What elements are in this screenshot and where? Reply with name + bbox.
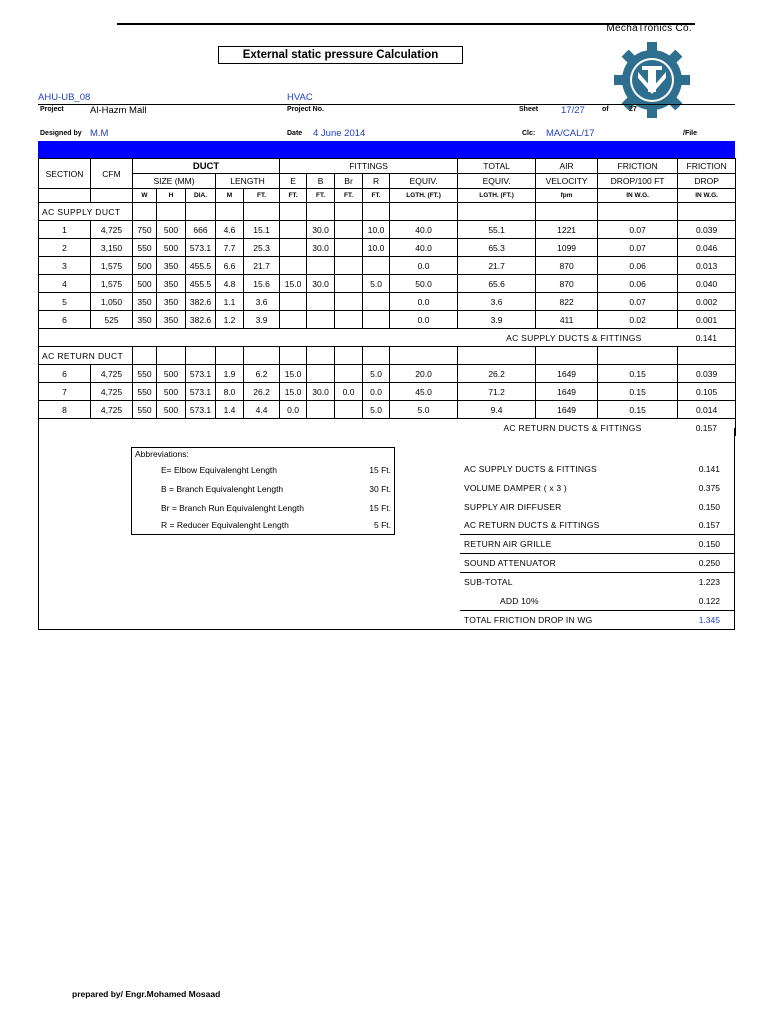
cell-tot: 71.2 bbox=[458, 383, 536, 401]
col-e: E bbox=[280, 174, 307, 189]
cell-cfm: 4,725 bbox=[91, 383, 133, 401]
summary-add-value: 0.122 bbox=[698, 596, 720, 606]
mechatronics-gear-logo bbox=[612, 40, 692, 120]
cell-drop: 0.013 bbox=[678, 257, 736, 275]
cell-sec: 3 bbox=[39, 257, 91, 275]
cell-fr: 0.15 bbox=[598, 383, 678, 401]
summary-rule bbox=[460, 534, 735, 535]
supply-total-value: 0.141 bbox=[678, 329, 736, 347]
cell-vel: 1649 bbox=[536, 401, 598, 419]
cell-r: 10.0 bbox=[363, 221, 390, 239]
company-name: MechaTronics Co. bbox=[606, 23, 692, 34]
cell-sec: 5 bbox=[39, 293, 91, 311]
cell-tot: 65.3 bbox=[458, 239, 536, 257]
return-total-label: AC RETURN DUCTS & FITTINGS bbox=[39, 419, 678, 437]
cell-b bbox=[307, 257, 335, 275]
cell-tot: 3.6 bbox=[458, 293, 536, 311]
supply-total-row bbox=[39, 329, 736, 347]
col-size: SIZE (MM) bbox=[133, 174, 216, 189]
cell-fr: 0.06 bbox=[598, 275, 678, 293]
unit-w: W bbox=[133, 189, 157, 203]
project-no-label: Project No. bbox=[287, 106, 324, 113]
cell-m: 1.9 bbox=[216, 365, 244, 383]
cell-ft: 3.6 bbox=[244, 293, 280, 311]
cell-ft: 3.9 bbox=[244, 311, 280, 329]
cell-r: 5.0 bbox=[363, 365, 390, 383]
col-equiv: EQUIV. bbox=[390, 174, 458, 189]
cell-vel: 870 bbox=[536, 275, 598, 293]
cell-fr: 0.15 bbox=[598, 365, 678, 383]
cell-drop: 0.002 bbox=[678, 293, 736, 311]
section-heading-row bbox=[39, 203, 736, 221]
abbr-reducer: R = Reducer Equivalenght Length bbox=[161, 520, 289, 530]
empty-cell bbox=[157, 203, 186, 221]
table-row bbox=[39, 401, 736, 419]
cell-fr: 0.02 bbox=[598, 311, 678, 329]
summary-rule bbox=[460, 610, 735, 611]
cell-m: 1.2 bbox=[216, 311, 244, 329]
cell-vel: 870 bbox=[536, 257, 598, 275]
cell-r: 0.0 bbox=[363, 383, 390, 401]
cell-drop: 0.039 bbox=[678, 365, 736, 383]
cell-h: 500 bbox=[157, 221, 186, 239]
cell-vel: 822 bbox=[536, 293, 598, 311]
system-name: HVAC bbox=[287, 92, 313, 103]
cell-br: 0.0 bbox=[335, 383, 363, 401]
cell-dia: 573.1 bbox=[186, 383, 216, 401]
col-duct: DUCT bbox=[133, 159, 280, 174]
cell-vel: 1649 bbox=[536, 365, 598, 383]
empty-cell bbox=[390, 203, 458, 221]
cell-eq: 40.0 bbox=[390, 221, 458, 239]
summary-grille-value: 0.150 bbox=[698, 539, 720, 549]
cell-drop: 0.014 bbox=[678, 401, 736, 419]
col-air: AIR bbox=[536, 159, 598, 174]
cell-sec: 6 bbox=[39, 365, 91, 383]
cell-ft: 15.1 bbox=[244, 221, 280, 239]
table-row bbox=[39, 257, 736, 275]
unit-dia: DIA. bbox=[186, 189, 216, 203]
cell-br bbox=[335, 239, 363, 257]
empty-cell bbox=[307, 347, 335, 365]
cell-b bbox=[307, 401, 335, 419]
cell-vel: 1099 bbox=[536, 239, 598, 257]
cell-ft: 21.7 bbox=[244, 257, 280, 275]
table-row bbox=[39, 293, 736, 311]
cell-w: 350 bbox=[133, 311, 157, 329]
calc-label: Clc: bbox=[522, 130, 536, 137]
empty-cell bbox=[280, 347, 307, 365]
cell-sec: 1 bbox=[39, 221, 91, 239]
abbreviations-title: Abbreviations: bbox=[135, 449, 189, 459]
cell-m: 8.0 bbox=[216, 383, 244, 401]
cell-r: 5.0 bbox=[363, 275, 390, 293]
cell-dia: 455.5 bbox=[186, 275, 216, 293]
supply-duct-heading: AC SUPPLY DUCT bbox=[39, 203, 133, 221]
calc-number: MA/CAL/17 bbox=[546, 128, 595, 139]
unit-lgth: LGTH. (FT.) bbox=[390, 189, 458, 203]
unit-b: FT. bbox=[307, 189, 335, 203]
cell-dia: 455.5 bbox=[186, 257, 216, 275]
cell-dia: 666 bbox=[186, 221, 216, 239]
unit-br: FT. bbox=[335, 189, 363, 203]
col-velocity: VELOCITY bbox=[536, 174, 598, 189]
date-label: Date bbox=[287, 130, 303, 137]
cell-e bbox=[280, 257, 307, 275]
cell-tot: 55.1 bbox=[458, 221, 536, 239]
cell-drop: 0.046 bbox=[678, 239, 736, 257]
col-drop: DROP bbox=[678, 174, 736, 189]
summary-add-label: ADD 10% bbox=[500, 596, 539, 606]
cell-cfm: 3,150 bbox=[91, 239, 133, 257]
return-total-value: 0.157 bbox=[678, 419, 736, 437]
cell-sec: 6 bbox=[39, 311, 91, 329]
cell-tot: 9.4 bbox=[458, 401, 536, 419]
empty-cell bbox=[280, 203, 307, 221]
col-drop-per: DROP/100 FT bbox=[598, 174, 678, 189]
summary-subtotal-label: SUB-TOTAL bbox=[464, 577, 513, 587]
empty-cell bbox=[536, 203, 598, 221]
empty-cell bbox=[216, 203, 244, 221]
table-row bbox=[39, 275, 736, 293]
date-value: 4 June 2014 bbox=[313, 128, 366, 139]
empty-cell bbox=[335, 347, 363, 365]
cell-br bbox=[335, 401, 363, 419]
cell-dia: 573.1 bbox=[186, 365, 216, 383]
cell-b: 30.0 bbox=[307, 275, 335, 293]
summary-attenuator-label: SOUND ATTENUATOR bbox=[464, 558, 556, 568]
cell-fr: 0.07 bbox=[598, 293, 678, 311]
summary-subtotal-value: 1.223 bbox=[698, 577, 720, 587]
of-label: of bbox=[602, 106, 609, 113]
summary-supply-label: AC SUPPLY DUCTS & FITTINGS bbox=[464, 464, 597, 474]
cell-w: 550 bbox=[133, 239, 157, 257]
unit-ft: FT. bbox=[244, 189, 280, 203]
cell-r bbox=[363, 257, 390, 275]
unit-blank bbox=[91, 189, 133, 203]
cell-m: 6.6 bbox=[216, 257, 244, 275]
cell-h: 500 bbox=[157, 239, 186, 257]
col-r: R bbox=[363, 174, 390, 189]
cell-b: 30.0 bbox=[307, 383, 335, 401]
section-heading-row bbox=[39, 347, 736, 365]
summary-damper-label: VOLUME DAMPER ( x 3 ) bbox=[464, 483, 567, 493]
cell-e bbox=[280, 311, 307, 329]
empty-cell bbox=[307, 203, 335, 221]
cell-e: 15.0 bbox=[280, 365, 307, 383]
cell-w: 550 bbox=[133, 383, 157, 401]
cell-b: 30.0 bbox=[307, 239, 335, 257]
cell-ft: 26.2 bbox=[244, 383, 280, 401]
cell-eq: 0.0 bbox=[390, 257, 458, 275]
cell-r: 10.0 bbox=[363, 239, 390, 257]
cell-sec: 4 bbox=[39, 275, 91, 293]
cell-cfm: 1,575 bbox=[91, 275, 133, 293]
col-br: Br bbox=[335, 174, 363, 189]
cell-b: 30.0 bbox=[307, 221, 335, 239]
cell-m: 1.1 bbox=[216, 293, 244, 311]
empty-cell bbox=[536, 347, 598, 365]
unit-r: FT. bbox=[363, 189, 390, 203]
empty-cell bbox=[458, 347, 536, 365]
cell-w: 550 bbox=[133, 401, 157, 419]
col-total: TOTAL bbox=[458, 159, 536, 174]
col-total-equiv: EQUIV. bbox=[458, 174, 536, 189]
cell-dia: 573.1 bbox=[186, 239, 216, 257]
unit-lgth2: LGTH. (FT.) bbox=[458, 189, 536, 203]
summary-grille-label: RETURN AIR GRILLE bbox=[464, 539, 552, 549]
cell-eq: 45.0 bbox=[390, 383, 458, 401]
cell-b bbox=[307, 365, 335, 383]
cell-eq: 20.0 bbox=[390, 365, 458, 383]
cell-w: 500 bbox=[133, 275, 157, 293]
cell-e bbox=[280, 293, 307, 311]
col-friction2: FRICTION bbox=[678, 159, 736, 174]
cell-ft: 15.6 bbox=[244, 275, 280, 293]
table-row bbox=[39, 221, 736, 239]
cell-h: 350 bbox=[157, 311, 186, 329]
summary-diffuser-value: 0.150 bbox=[698, 502, 720, 512]
cell-h: 500 bbox=[157, 401, 186, 419]
cell-r bbox=[363, 293, 390, 311]
unit-blank bbox=[39, 189, 91, 203]
empty-cell bbox=[244, 203, 280, 221]
cell-br bbox=[335, 311, 363, 329]
col-fittings: FITTINGS bbox=[280, 159, 458, 174]
cell-cfm: 4,725 bbox=[91, 221, 133, 239]
summary-total-label: TOTAL FRICTION DROP IN WG bbox=[464, 615, 593, 625]
cell-ft: 25.3 bbox=[244, 239, 280, 257]
cell-tot: 65.6 bbox=[458, 275, 536, 293]
empty-cell bbox=[133, 203, 157, 221]
cell-drop: 0.040 bbox=[678, 275, 736, 293]
cell-cfm: 1,050 bbox=[91, 293, 133, 311]
abbr-branch: B = Branch Equivalenght Length bbox=[161, 484, 284, 494]
cell-drop: 0.039 bbox=[678, 221, 736, 239]
cell-r: 5.0 bbox=[363, 401, 390, 419]
unit-h: H bbox=[157, 189, 186, 203]
empty-cell bbox=[363, 203, 390, 221]
cell-m: 4.6 bbox=[216, 221, 244, 239]
cell-eq: 40.0 bbox=[390, 239, 458, 257]
col-friction: FRICTION bbox=[598, 159, 678, 174]
cell-fr: 0.07 bbox=[598, 239, 678, 257]
cell-e: 15.0 bbox=[280, 275, 307, 293]
summary-total-value: 1.345 bbox=[698, 615, 720, 625]
prepared-by: prepared by/ Engr.Mohamed Mosaad bbox=[72, 989, 221, 999]
cell-w: 750 bbox=[133, 221, 157, 239]
cell-vel: 411 bbox=[536, 311, 598, 329]
unit-inwg2: IN W.G. bbox=[678, 189, 736, 203]
cell-r bbox=[363, 311, 390, 329]
summary-diffuser-label: SUPPLY AIR DIFFUSER bbox=[464, 502, 562, 512]
summary-rule bbox=[460, 572, 735, 573]
return-duct-heading: AC RETURN DUCT bbox=[39, 347, 133, 365]
col-cfm: CFM bbox=[91, 159, 133, 189]
cell-vel: 1649 bbox=[536, 383, 598, 401]
cell-sec: 2 bbox=[39, 239, 91, 257]
cell-ft: 4.4 bbox=[244, 401, 280, 419]
designer: M.M bbox=[90, 128, 109, 139]
empty-cell bbox=[363, 347, 390, 365]
abbr-elbow: E= Elbow Equivalenght Length bbox=[161, 465, 278, 475]
cell-tot: 3.9 bbox=[458, 311, 536, 329]
file-label: /File bbox=[683, 130, 698, 137]
total-sheets: 27 bbox=[629, 106, 637, 113]
summary-return-label: AC RETURN DUCTS & FITTINGS bbox=[464, 520, 600, 530]
unit-code: AHU-UB_08 bbox=[38, 92, 91, 103]
cell-m: 4.8 bbox=[216, 275, 244, 293]
table-row bbox=[39, 365, 736, 383]
abbreviations-box bbox=[131, 447, 395, 535]
cell-br bbox=[335, 275, 363, 293]
table-row bbox=[39, 311, 736, 329]
cell-b bbox=[307, 311, 335, 329]
cell-b bbox=[307, 293, 335, 311]
cell-fr: 0.06 bbox=[598, 257, 678, 275]
cell-w: 500 bbox=[133, 257, 157, 275]
cell-eq: 50.0 bbox=[390, 275, 458, 293]
cell-h: 350 bbox=[157, 275, 186, 293]
cell-h: 500 bbox=[157, 383, 186, 401]
supply-total-label: AC SUPPLY DUCTS & FITTINGS bbox=[39, 329, 678, 347]
col-b: B bbox=[307, 174, 335, 189]
cell-w: 350 bbox=[133, 293, 157, 311]
cell-h: 350 bbox=[157, 293, 186, 311]
cell-eq: 5.0 bbox=[390, 401, 458, 419]
empty-cell bbox=[157, 347, 186, 365]
cell-dia: 382.6 bbox=[186, 311, 216, 329]
empty-cell bbox=[598, 203, 678, 221]
summary-return-value: 0.157 bbox=[698, 520, 720, 530]
cell-sec: 8 bbox=[39, 401, 91, 419]
empty-cell bbox=[186, 347, 216, 365]
cell-h: 500 bbox=[157, 365, 186, 383]
cell-ft: 6.2 bbox=[244, 365, 280, 383]
col-length: LENGTH bbox=[216, 174, 280, 189]
cell-vel: 1221 bbox=[536, 221, 598, 239]
empty-cell bbox=[390, 347, 458, 365]
cell-sec: 7 bbox=[39, 383, 91, 401]
unit-fpm: fpm bbox=[536, 189, 598, 203]
unit-m: M bbox=[216, 189, 244, 203]
cell-e: 0.0 bbox=[280, 401, 307, 419]
project-name: Al-Hazm Mall bbox=[90, 105, 147, 116]
sheet-label: Sheet bbox=[519, 106, 539, 113]
unit-inwg: IN W.G. bbox=[598, 189, 678, 203]
cell-eq: 0.0 bbox=[390, 293, 458, 311]
empty-cell bbox=[133, 347, 157, 365]
cell-e bbox=[280, 221, 307, 239]
abbr-branch-run: Br = Branch Run Equivalenght Length bbox=[161, 503, 304, 513]
cell-dia: 382.6 bbox=[186, 293, 216, 311]
summary-attenuator-value: 0.250 bbox=[698, 558, 720, 568]
empty-cell bbox=[186, 203, 216, 221]
empty-cell bbox=[678, 203, 736, 221]
cell-w: 550 bbox=[133, 365, 157, 383]
abbr-elbow-value: 15 Ft. bbox=[369, 465, 391, 475]
cell-br bbox=[335, 221, 363, 239]
cell-tot: 21.7 bbox=[458, 257, 536, 275]
page-title: External static pressure Calculation bbox=[218, 46, 463, 64]
unit-e: FT. bbox=[280, 189, 307, 203]
cell-br bbox=[335, 365, 363, 383]
calculation-table bbox=[38, 158, 736, 436]
header-color-bar bbox=[38, 141, 735, 158]
empty-cell bbox=[678, 347, 736, 365]
empty-cell bbox=[244, 347, 280, 365]
cell-h: 350 bbox=[157, 257, 186, 275]
empty-cell bbox=[216, 347, 244, 365]
cell-e bbox=[280, 239, 307, 257]
cell-drop: 0.105 bbox=[678, 383, 736, 401]
col-section: SECTION bbox=[39, 159, 91, 189]
cell-drop: 0.001 bbox=[678, 311, 736, 329]
summary-rule bbox=[460, 553, 735, 554]
cell-e: 15.0 bbox=[280, 383, 307, 401]
empty-cell bbox=[335, 203, 363, 221]
abbr-branch-value: 30 Ft. bbox=[369, 484, 391, 494]
sheet-number: 17/27 bbox=[561, 105, 585, 116]
project-label: Project bbox=[40, 106, 64, 113]
abbr-branch-run-value: 15 Ft. bbox=[369, 503, 391, 513]
cell-tot: 26.2 bbox=[458, 365, 536, 383]
cell-br bbox=[335, 257, 363, 275]
cell-br bbox=[335, 293, 363, 311]
summary-supply-value: 0.141 bbox=[698, 464, 720, 474]
summary-right-rule bbox=[734, 553, 735, 610]
empty-cell bbox=[598, 347, 678, 365]
cell-fr: 0.15 bbox=[598, 401, 678, 419]
cell-fr: 0.07 bbox=[598, 221, 678, 239]
cell-cfm: 4,725 bbox=[91, 365, 133, 383]
cell-dia: 573.1 bbox=[186, 401, 216, 419]
table-row bbox=[39, 383, 736, 401]
summary-damper-value: 0.375 bbox=[698, 483, 720, 493]
cell-m: 1.4 bbox=[216, 401, 244, 419]
cell-m: 7.7 bbox=[216, 239, 244, 257]
cell-cfm: 525 bbox=[91, 311, 133, 329]
cell-cfm: 4,725 bbox=[91, 401, 133, 419]
abbr-reducer-value: 5 Ft. bbox=[373, 520, 391, 530]
table-row bbox=[39, 239, 736, 257]
designed-label: Designed by bbox=[40, 130, 82, 137]
cell-eq: 0.0 bbox=[390, 311, 458, 329]
empty-cell bbox=[458, 203, 536, 221]
cell-cfm: 1,575 bbox=[91, 257, 133, 275]
